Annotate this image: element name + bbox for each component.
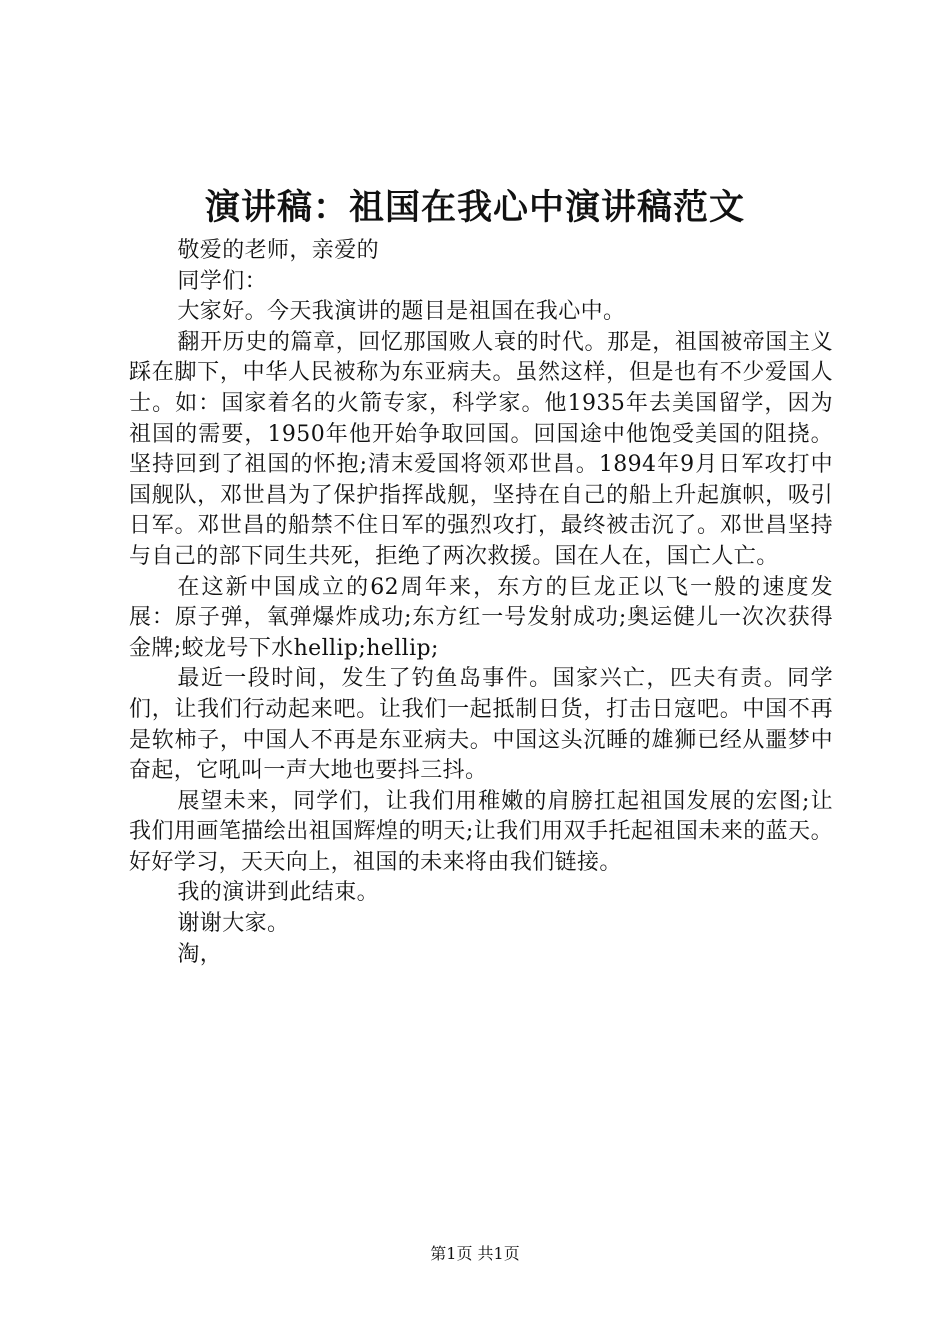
paragraph-development: 在这新中国成立的62周年来，东方的巨龙正以飞一般的速度发展：原子弹，氧弹爆炸成功;东方红一号发射成功;奥运健儿一次次获得金牌;蛟龙号下水hellip;hellip; — [129, 574, 833, 661]
paragraph-greeting: 大家好。今天我演讲的题目是祖国在我心中。 — [177, 299, 626, 325]
paragraph-trailing: 淘， — [177, 941, 223, 967]
paragraph-salutation-2: 同学们： — [177, 268, 267, 294]
paragraph-thanks: 谢谢大家。 — [177, 911, 290, 937]
page-footer: 第1页 共1页 — [430, 1244, 520, 1263]
document-body — [129, 236, 833, 970]
paragraph-future: 展望未来，同学们，让我们用稚嫩的肩膀扛起祖国发展的宏图;让我们用画笔描绘出祖国辉煌的明天;让我们用双手托起祖国未来的蓝天。好好学习，天天向上，祖国的未来将由我们链接。 — [129, 788, 833, 875]
paragraph-recent-events: 最近一段时间，发生了钓鱼岛事件。国家兴亡，匹夫有责。同学们，让我们行动起来吧。让我们一起抵制日货，打击日寇吧。中国不再是软柿子，中国人不再是东亚病夫。中国这头沉睡的雄狮已经从噩梦中奋起，它吼叫一声大地也要抖三抖。 — [129, 666, 833, 784]
document-title: 演讲稿：祖国在我心中演讲稿范文 — [204, 187, 745, 228]
paragraph-history: 翻开历史的篇章，回忆那国败人衰的时代。那是，祖国被帝国主义踩在脚下，中华人民被称为东亚病夫。虽然这样，但是也有不少爱国人士。如：国家着名的火箭专家，科学家。他1935年去美国留学，因为祖国的需要，1950年他开始争取回国。回国途中他饱受美国的阻挠。坚持回到了祖国的怀抱;清末爱国将领邓世昌。1894年9月日军攻打中国舰队，邓世昌为了保护指挥战舰，坚持在自己的船上升起旗帜，吸引日军。邓世昌的船禁不住日军的强烈攻打，最终被击沉了。邓世昌坚持与自己的部下同生共死，拒绝了两次救援。国在人在，国亡人亡。 — [129, 329, 833, 569]
paragraph-closing: 我的演讲到此结束。 — [177, 880, 379, 906]
paragraph-salutation: 敬爱的老师，亲爱的 — [177, 238, 379, 263]
